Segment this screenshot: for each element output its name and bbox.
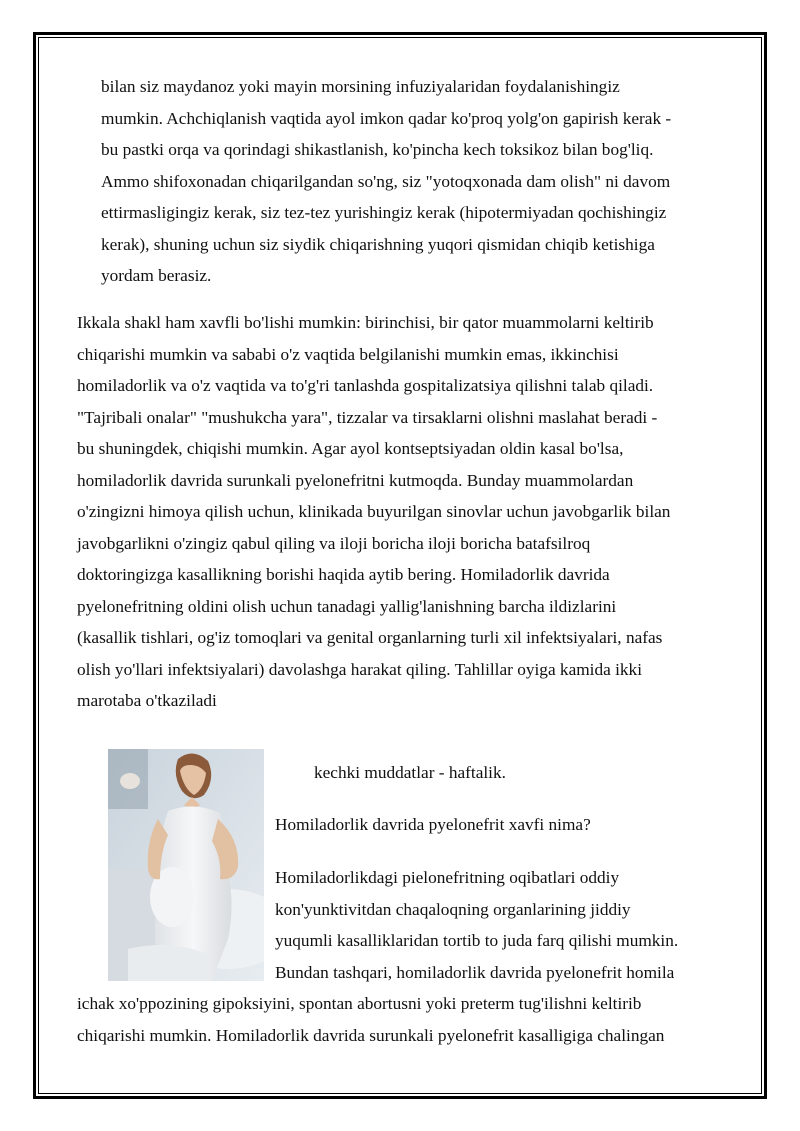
text-line: kerak), shuning uchun siz siydik chiqarishning yuqori qismidan chiqib ketishiga <box>101 234 655 254</box>
pregnant-woman-photo <box>108 749 264 981</box>
text-line: bu pastki orqa va qorindagi shikastlanish, ko'pincha kech toksikoz bilan bog'liq. <box>101 140 654 159</box>
text-line: bilan siz maydanoz yoki mayin morsining infuziyalaridan foydalanishingiz <box>101 77 620 96</box>
text-line: javobgarlikni o'zingiz qabul qiling va iloji boricha iloji boricha batafsilroq <box>77 533 591 553</box>
indented-paragraph <box>101 71 731 292</box>
main-paragraph <box>77 307 727 717</box>
text-line: Ammo shifoxonadan chiqarilgandan so'ng, siz "yotoqxonada dam olish" ni davom <box>101 171 671 191</box>
text-line: ichak xo'ppozining gipoksiyini, spontan abortusni yoki preterm tug'ilishni keltirib <box>77 994 642 1013</box>
text-line: (kasallik tishlari, og'iz tomoqlari va genital organlarning turli xil infektsiyalari, nafas <box>77 628 663 647</box>
text-line: o'zingizni himoya qilish uchun, klinikada buyurilgan sinovlar uchun javobgarlik bilan <box>77 502 671 521</box>
text-line: ettirmasligingiz kerak, siz tez-tez yurishingiz kerak (hipotermiyadan qochishingiz <box>101 203 667 222</box>
text-line: Homiladorlik davrida pyelonefrit xavfi nima? <box>275 815 591 834</box>
text-line: doktoringizga kasallikning borishi haqida aytib bering. Homiladorlik davrida <box>77 565 610 584</box>
text-line: chiqarishi mumkin. Homiladorlik davrida surunkali pyelonefrit kasalligiga chalingan <box>77 1025 665 1045</box>
text-line: Bundan tashqari, homiladorlik davrida pyelonefrit homila <box>275 962 675 982</box>
text-line: mumkin. Achchiqlanish vaqtida ayol imkon qadar ko'proq yolg'on gapirish kerak - <box>101 108 672 128</box>
text-line: pyelonefritning oldini olish uchun tanadagi yallig'lanishning barcha ildizlarini <box>77 596 617 616</box>
text-line: homiladorlik va o'z vaqtida va to'g'ri tanlashda gospitalizatsiya qilishni talab qiladi. <box>77 376 654 395</box>
text-line: marotaba o'tkaziladi <box>77 691 217 710</box>
text-line: bu shuningdek, chiqishi mumkin. Agar ayol kontseptsiyadan oldin kasal bo'lsa, <box>77 439 624 458</box>
text-line: kon'yunktivitdan chaqaloqning organlarining jiddiy <box>275 899 631 919</box>
text-line: kechki muddatlar - haftalik. <box>314 763 506 782</box>
text-line: chiqarishi mumkin va sababi o'z vaqtida belgilanishi mumkin emas, ikkinchisi <box>77 344 619 364</box>
text-line: yuqumli kasalliklaridan tortib to juda farq qilishi mumkin. <box>275 931 679 950</box>
text-line: "Tajribali onalar" "mushukcha yara", tizzalar va tirsaklarni olishni maslahat beradi - <box>77 407 658 427</box>
text-line: Ikkala shakl ham xavfli bo'lishi mumkin: birinchisi, bir qator muammolarni keltirib <box>77 313 654 332</box>
tail-paragraph <box>77 988 737 1051</box>
text-line: olish yo'llari infektsiyalari) davolashga harakat qiling. Tahlillar oyiga kamida ikki <box>77 659 642 679</box>
side-paragraph <box>275 862 735 988</box>
side-line <box>314 757 506 789</box>
text-line: Homiladorlikdagi pielonefritning oqibatlari oddiy <box>275 868 620 887</box>
text-line: homiladorlik davrida surunkali pyelonefritni kutmoqda. Bunday muammolardan <box>77 470 634 490</box>
section-heading <box>275 809 591 841</box>
text-line: yordam berasiz. <box>101 266 212 285</box>
